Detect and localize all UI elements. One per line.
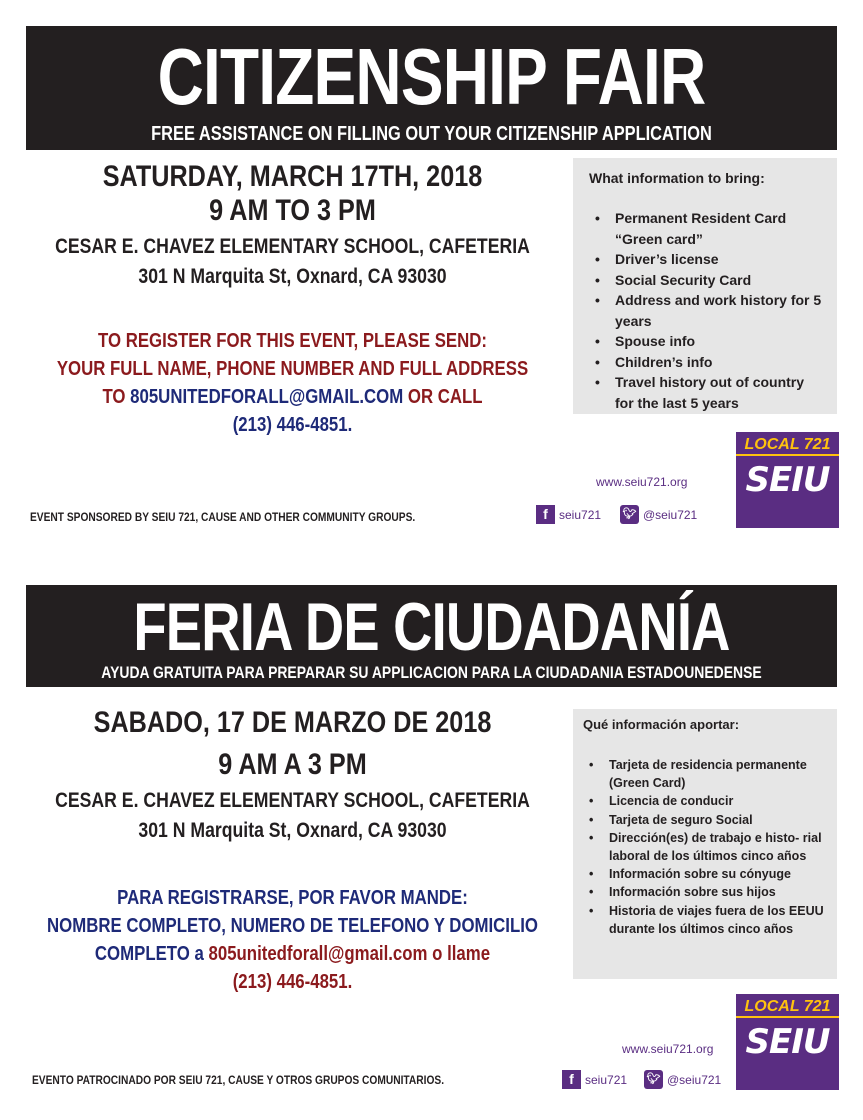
english-register-line1: TO REGISTER FOR THIS EVENT, PLEASE SEND: (98, 330, 487, 352)
seiu-logo (736, 432, 839, 528)
list-item: • Travel history out of country for the last 5 years (589, 372, 823, 413)
spanish-register-line1: PARA REGISTRARSE, POR FAVOR MANDE: (117, 887, 468, 909)
english-register-line2: YOUR FULL NAME, PHONE NUMBER AND FULL ADDRESS (56, 358, 529, 380)
english-register-to: TO (102, 386, 126, 408)
spanish-register-o-llame: o llame (432, 943, 491, 965)
list-item: • Información sobre sus hijos (583, 883, 827, 901)
english-facebook-handle: seiu721 (559, 507, 602, 522)
list-item: • Información sobre su cónyuge (583, 865, 827, 883)
spanish-register-completo: COMPLETO a (94, 943, 204, 965)
english-register-line3 (47, 383, 538, 411)
spanish-sponsor: EVENTO PATROCINADO POR SEIU 721, CAUSE Y OTROS GRUPOS COMUNITARIOS. (32, 1073, 445, 1087)
english-date: SATURDAY, MARCH 17TH, 2018 (102, 160, 483, 193)
spanish-title-banner (26, 585, 837, 687)
english-title-banner (26, 26, 837, 150)
spanish-register-line3 (47, 940, 538, 968)
list-item: • Tarjeta de seguro Social (583, 811, 827, 829)
spanish-facebook-handle: seiu721 (585, 1072, 628, 1087)
english-bring-panel (573, 158, 837, 414)
spanish-date: SABADO, 17 DE MARZO DE 2018 (93, 706, 492, 739)
list-item: • Permanent Resident Card “Green card” (589, 208, 823, 249)
english-title: CITIZENSHIP FAIR (157, 32, 706, 121)
english-register-phone[interactable]: (213) 446-4851. (232, 414, 353, 436)
list-item: • Dirección(es) de trabajo e histo- rial laboral de los últimos cinco años (583, 829, 827, 865)
spanish-registration (0, 884, 585, 996)
spanish-register-email[interactable]: 805unitedforall@gmail.com (208, 943, 428, 965)
twitter-icon: 🐦︎ (620, 505, 639, 524)
list-item: • Licencia de conducir (583, 792, 827, 810)
english-subtitle: FREE ASSISTANCE ON FILLING OUT YOUR CITIZENSHIP APPLICATION (151, 123, 712, 145)
english-event-details (0, 160, 585, 292)
spanish-bring-panel (573, 709, 837, 979)
spanish-facebook-link[interactable] (562, 1070, 627, 1089)
list-item: • Spouse info (589, 331, 823, 352)
facebook-icon: f (536, 505, 555, 524)
english-twitter-handle: @seiu721 (643, 507, 698, 522)
english-register-email[interactable]: 805UNITEDFORALL@GMAIL.COM (130, 386, 404, 408)
english-register-or-call: OR CALL (407, 386, 483, 408)
spanish-address: 301 N Marquita St, Oxnard, CA 93030 (138, 819, 447, 842)
english-school: CESAR E. CHAVEZ ELEMENTARY SCHOOL, CAFETERIA (55, 235, 530, 258)
spanish-school: CESAR E. CHAVEZ ELEMENTARY SCHOOL, CAFETERIA (55, 789, 530, 812)
spanish-bring-heading: Qué información aportar: (583, 717, 740, 732)
spanish-event-details (0, 706, 585, 846)
list-item: • Social Security Card (589, 270, 823, 291)
spanish-website-link[interactable]: www.seiu721.org (622, 1042, 714, 1056)
spanish-time: 9 AM A 3 PM (218, 748, 367, 781)
spanish-twitter-link[interactable] (644, 1070, 721, 1089)
list-item: • Historia de viajes fuera de los EEUU durante los últimos cinco años (583, 902, 827, 938)
spanish-bring-list (583, 756, 827, 938)
seiu-logo-local: LOCAL 721 (736, 994, 839, 1018)
seiu-logo-local: LOCAL 721 (736, 432, 839, 456)
seiu-logo-name: SEIU (745, 1022, 830, 1062)
english-bring-heading: What information to bring: (589, 170, 765, 186)
seiu-logo (736, 994, 839, 1090)
english-address: 301 N Marquita St, Oxnard, CA 93030 (138, 265, 447, 288)
twitter-icon: 🐦︎ (644, 1070, 663, 1089)
english-sponsor: EVENT SPONSORED BY SEIU 721, CAUSE AND OTHER COMMUNITY GROUPS. (30, 510, 416, 524)
spanish-subtitle: AYUDA GRATUITA PARA PREPARAR SU APPLICACION PARA LA CIUDADANIA ESTADOUNEDENSE (101, 663, 762, 682)
list-item: • Address and work history for 5 years (589, 290, 823, 331)
list-item: • Children’s info (589, 352, 823, 373)
english-time: 9 AM TO 3 PM (209, 194, 376, 227)
list-item: • Driver’s license (589, 249, 823, 270)
english-twitter-link[interactable] (620, 505, 697, 524)
spanish-register-phone[interactable]: (213) 446-4851. (232, 971, 353, 993)
list-item: • Tarjeta de residencia permanente (Green Card) (583, 756, 827, 792)
english-registration (0, 327, 585, 439)
spanish-title: FERIA DE CIUDADANÍA (133, 589, 730, 665)
spanish-register-line2: NOMBRE COMPLETO, NUMERO DE TELEFONO Y DOMICILIO (47, 915, 538, 937)
seiu-logo-name: SEIU (745, 460, 830, 500)
spanish-twitter-handle: @seiu721 (667, 1072, 722, 1087)
english-bring-list (589, 208, 823, 413)
english-facebook-link[interactable] (536, 505, 601, 524)
facebook-icon: f (562, 1070, 581, 1089)
english-website-link[interactable]: www.seiu721.org (596, 475, 688, 489)
